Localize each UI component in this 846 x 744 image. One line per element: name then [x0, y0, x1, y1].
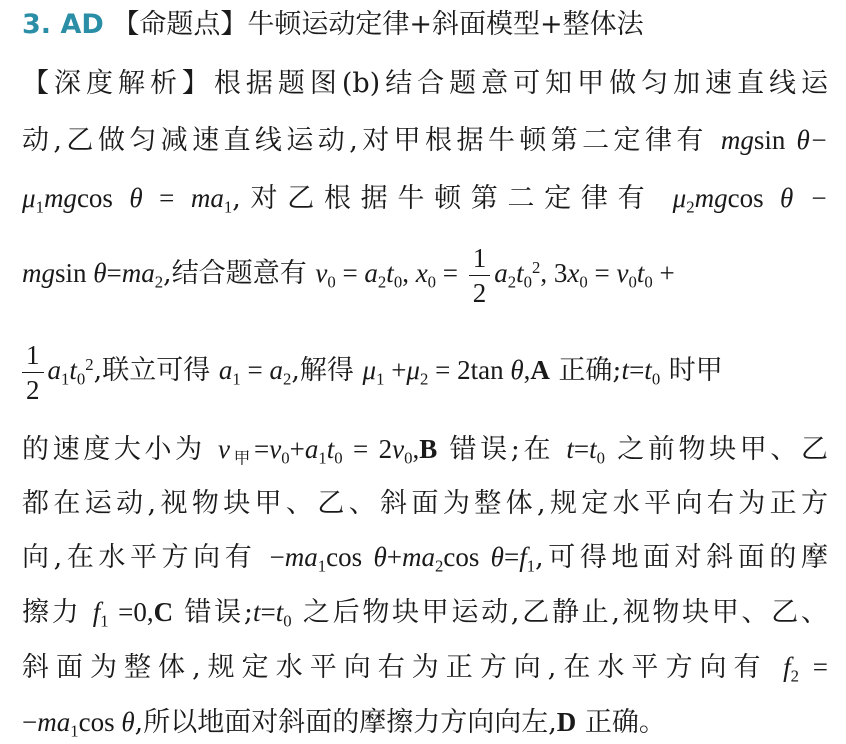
option-b: B: [419, 434, 438, 464]
analysis-text: ,所以地面对斜面的摩擦力方向向左,: [134, 707, 557, 738]
topic-list: 牛顿运动定律+斜面模型+整体法: [247, 9, 644, 40]
formula-horizontal-2: $-ma_1\cos$ θ: [22, 707, 135, 741]
analysis-text: ,可得地面对斜面的摩: [535, 542, 828, 573]
formula-accel-equal: $a_1 = a_2$: [218, 355, 292, 389]
solution-header: [22, 8, 828, 42]
analysis-line-2: [22, 123, 828, 158]
analysis-text: 正确;: [558, 355, 622, 386]
analysis-line-9: [22, 595, 828, 630]
analysis-text: ,结合题意有: [163, 258, 307, 289]
analysis-text: 的速度大小为: [22, 434, 206, 465]
formula-yi-2: mgsin $\theta=ma_2$: [22, 258, 164, 292]
analysis-text: 根据题图(b)结合题意可知甲做匀加速直线运: [213, 68, 829, 99]
analysis-text: 之后物块甲运动,乙静止,视物块甲、乙、: [302, 597, 828, 628]
analysis-text: 时甲: [668, 355, 723, 386]
analysis-line-1: [22, 67, 828, 101]
formula-friction-coef: $\mu_1 +\mu_2 = 2\tan$ θ,: [362, 355, 531, 389]
formula-f2: $f_2$ =: [783, 652, 828, 686]
analysis-text: 错误;: [184, 597, 253, 628]
analysis-text: 动,乙做匀减速直线运动,对甲根据牛顿第二定律有: [22, 125, 708, 156]
analysis-line-8: [22, 540, 828, 575]
option-a: A: [530, 355, 550, 385]
formula-time: $t=t_0$: [566, 434, 605, 468]
analysis-line-5: [22, 335, 828, 405]
analysis-text: 都在运动,视物块甲、乙、斜面为整体,规定水平向右为正方: [22, 488, 828, 519]
formula-jia-1: mgsin θ−: [720, 125, 828, 155]
formula-yi-1: $\mu_2mgcos$ θ −: [672, 183, 829, 217]
formula-time: $t=t_0$: [252, 597, 292, 631]
formula-horizontal-1: $-ma_1\cos$ $\theta+ma_2\cos$ $\theta=f_1$: [269, 542, 536, 576]
analysis-text: 擦力: [22, 597, 82, 628]
analysis-text: ,解得: [291, 355, 354, 386]
analysis-label: 【深度解析】: [22, 68, 214, 99]
fraction-half: $\frac{1}{2}$: [469, 245, 491, 307]
tag-close: 】: [220, 9, 248, 40]
analysis-text: 之前物块甲、乙: [617, 434, 828, 465]
analysis-line-7: [22, 487, 828, 521]
fraction-half: $\frac{1}{2}$: [22, 342, 44, 404]
formula-kinematics-cont: $\frac{1}{2}$ $a_1t_0^2$: [22, 355, 94, 385]
analysis-text: 斜面为整体,规定水平向右为正方向,在水平方向有: [22, 652, 768, 683]
option-d: D: [556, 707, 577, 737]
option-c: C: [153, 597, 174, 627]
answer-number: 3. AD: [22, 9, 104, 40]
analysis-text: 错误;在: [449, 434, 555, 465]
formula-f1-zero: $f_1 =0$,: [92, 597, 154, 631]
analysis-line-10: [22, 650, 828, 685]
analysis-line-4: [22, 238, 828, 308]
formula-jia-2: $\mu_1mgcos$ $\theta = ma_1$: [22, 183, 233, 217]
analysis-text: ,对乙根据牛顿第二定律有: [232, 183, 655, 214]
tag-label: 命题点: [139, 9, 221, 40]
analysis-text: 正确。: [584, 707, 666, 738]
analysis-line-11: [22, 705, 828, 740]
analysis-text: ,联立可得: [93, 355, 211, 386]
tag-open: 【: [112, 9, 140, 40]
analysis-text: 向,在水平方向有: [22, 542, 257, 573]
analysis-line-3: [22, 181, 828, 216]
formula-time: $t=t_0$: [621, 355, 661, 389]
formula-kinematics: $v_0 = a_2t_0$, $x_0$ = $\frac{1}{2}$ $a_2t_0^2$, $3x_0 = v_0t_0$ +: [315, 242, 675, 308]
analysis-line-6: [22, 432, 828, 467]
formula-velocity-jia: $v_甲=v_0+a_1t_0 = 2v_0$,: [218, 434, 420, 468]
